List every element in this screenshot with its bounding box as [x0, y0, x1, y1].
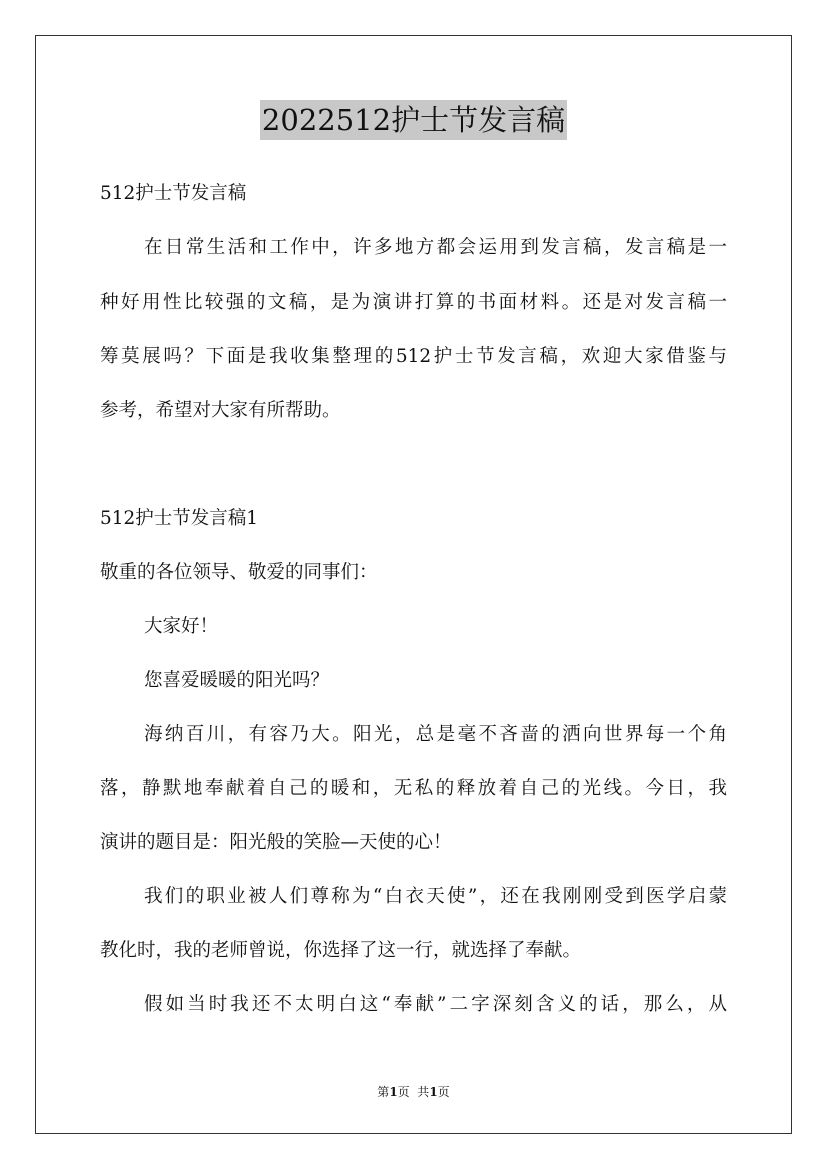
paragraph-line: 在日常生活和工作中，许多地方都会运用到发言稿，发言稿是一 [144, 237, 727, 258]
footer-middle: 页 共 [397, 1085, 430, 1099]
footer-current-page: 1 [389, 1085, 398, 1099]
page-footer [0, 1084, 827, 1100]
section-heading-intro: 512护士节发言稿 [100, 183, 247, 204]
paragraph-line: 您喜爱暖暖的阳光吗？ [144, 670, 330, 691]
title-container [0, 100, 827, 140]
paragraph-line: 演讲的题目是：阳光般的笑脸—天使的心！ [100, 832, 452, 853]
paragraph-line: 教化时，我的老师曾说，你选择了这一行，就选择了奉献。 [100, 940, 582, 961]
section-heading-speech-1: 512护士节发言稿1 [100, 508, 259, 529]
document-title: 2022512护士节发言稿 [260, 100, 567, 140]
salutation: 敬重的各位领导、敬爱的同事们： [100, 562, 378, 583]
footer-total-pages: 1 [429, 1085, 438, 1099]
paragraph-line: 海纳百川，有容乃大。阳光，总是毫不吝啬的洒向世界每一个角 [144, 724, 727, 745]
paragraph-line: 参考，希望对大家有所帮助。 [100, 400, 341, 421]
greeting: 大家好！ [144, 616, 219, 637]
paragraph-line: 种好用性比较强的文稿，是为演讲打算的书面材料。还是对发言稿一 [100, 292, 727, 313]
footer-suffix: 页 [437, 1085, 450, 1099]
footer-prefix: 第 [377, 1085, 390, 1099]
paragraph-line: 假如当时我还不太明白这“奉献”二字深刻含义的话，那么，从 [144, 994, 727, 1015]
paragraph-line: 筹莫展吗？下面是我收集整理的512护士节发言稿，欢迎大家借鉴与 [100, 346, 727, 367]
paragraph-line: 落，静默地奉献着自己的暖和，无私的释放着自己的光线。今日，我 [100, 778, 727, 799]
paragraph-line: 我们的职业被人们尊称为“白衣天使”，还在我刚刚受到医学启蒙 [144, 886, 727, 907]
